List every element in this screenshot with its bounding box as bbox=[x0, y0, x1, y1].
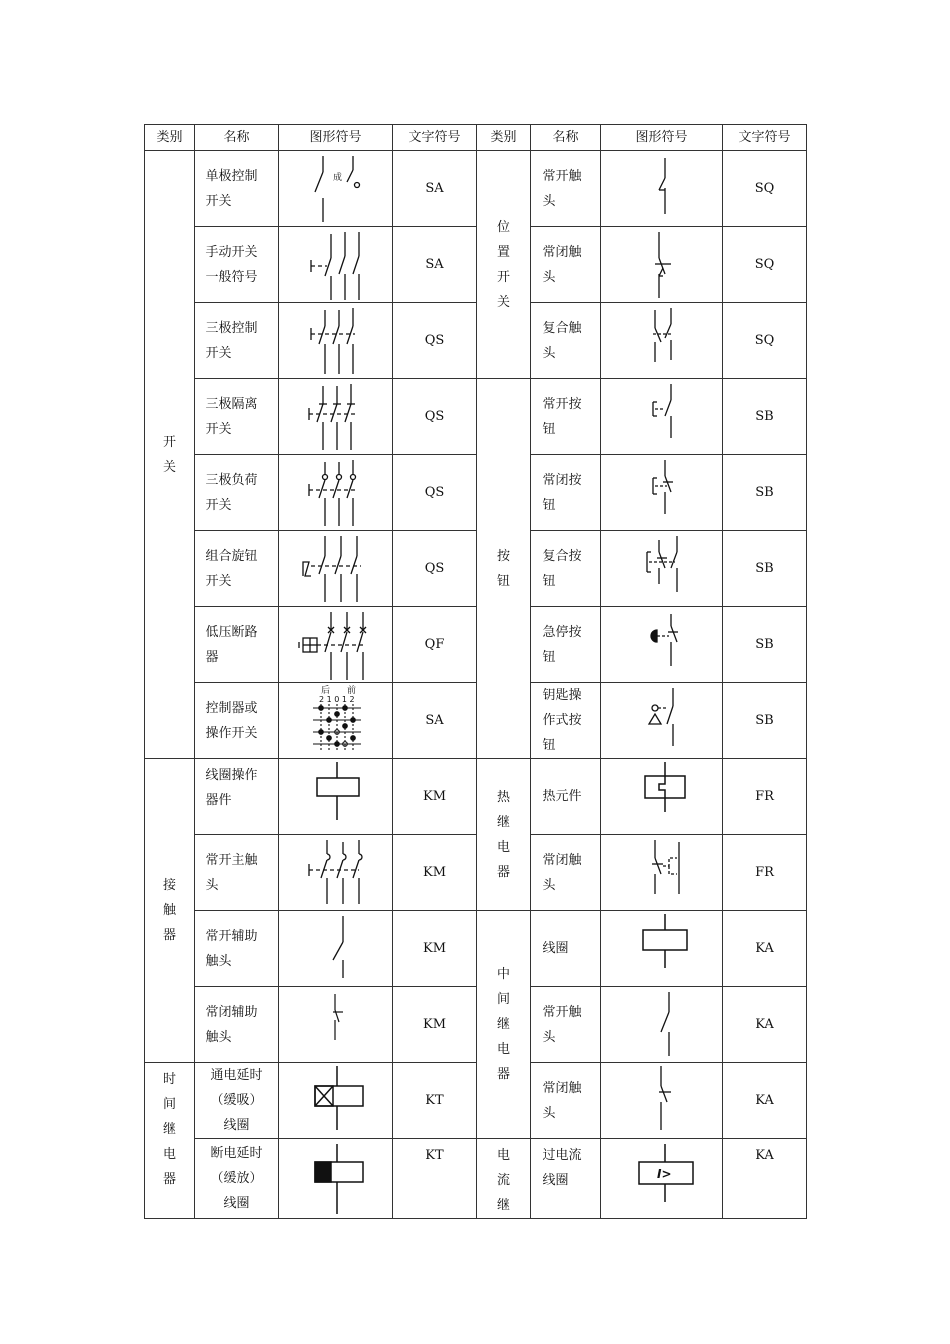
item-name bbox=[531, 683, 601, 759]
overcurrent-coil-symbol bbox=[603, 1142, 721, 1216]
category-label bbox=[477, 215, 530, 315]
item-name-text: 三极负荷开关 bbox=[205, 472, 258, 513]
table-row bbox=[145, 1063, 807, 1139]
item-name-text: 常开主触头 bbox=[205, 852, 258, 893]
item-code: QS bbox=[393, 455, 477, 531]
symbol-cell bbox=[279, 987, 393, 1063]
table-row bbox=[145, 1139, 807, 1219]
symbol-cell bbox=[601, 531, 723, 607]
symbol-label: 前 bbox=[346, 685, 356, 696]
relay-contact-no-symbol bbox=[603, 988, 721, 1062]
category-char: 继 bbox=[496, 1198, 510, 1213]
item-name bbox=[531, 911, 601, 987]
symbol-table bbox=[144, 124, 807, 1219]
symbol-cell bbox=[279, 227, 393, 303]
item-code: SB bbox=[723, 607, 807, 683]
header-cell: 类别 bbox=[145, 125, 195, 151]
symbol-cell bbox=[601, 151, 723, 227]
symbol-cell bbox=[601, 455, 723, 531]
item-name bbox=[195, 607, 279, 683]
table-row bbox=[145, 151, 807, 227]
header-cell: 类别 bbox=[477, 125, 531, 151]
item-code: KA bbox=[723, 987, 807, 1063]
item-name-text: 手动开关一般符号 bbox=[205, 244, 258, 285]
category-char: 电 bbox=[496, 839, 510, 855]
item-code: KM bbox=[393, 987, 477, 1063]
item-name bbox=[195, 911, 279, 987]
emergency-stop-button-symbol bbox=[603, 608, 721, 682]
item-name-text: 复合触头 bbox=[542, 320, 582, 361]
category-time-relay bbox=[145, 1063, 195, 1219]
symbol-cell bbox=[279, 835, 393, 911]
table-row bbox=[145, 379, 807, 455]
symbol-label: 2 1 0 1 2 bbox=[318, 694, 355, 704]
thermal-element-symbol bbox=[603, 760, 721, 834]
category-char: 继 bbox=[162, 1122, 176, 1137]
item-name bbox=[195, 1139, 279, 1219]
category-char: 置 bbox=[496, 244, 510, 260]
category-char: 器 bbox=[162, 1172, 176, 1187]
item-name-text: 常闭触头 bbox=[542, 1080, 582, 1121]
symbol-cell bbox=[279, 683, 393, 759]
header-cell: 图形符号 bbox=[601, 125, 723, 151]
header-cell: 文字符号 bbox=[723, 125, 807, 151]
category-char: 器 bbox=[162, 928, 176, 943]
header-row bbox=[145, 125, 807, 151]
item-name bbox=[531, 303, 601, 379]
category-char: 关 bbox=[496, 294, 510, 310]
item-name-text: 常闭按钮 bbox=[542, 472, 582, 513]
category-char: 时 bbox=[162, 1072, 176, 1087]
header-cell: 文字符号 bbox=[393, 125, 477, 151]
rotary-switch-symbol bbox=[281, 532, 391, 606]
category-char: 继 bbox=[496, 1017, 510, 1032]
controller-switch-symbol bbox=[281, 684, 391, 758]
symbol-cell bbox=[279, 911, 393, 987]
limit-switch-no-symbol bbox=[603, 152, 721, 226]
symbol-cell bbox=[279, 531, 393, 607]
category-char: 开 bbox=[496, 269, 510, 285]
item-code: QS bbox=[393, 303, 477, 379]
category-char: 器 bbox=[496, 864, 510, 880]
relay-contact-nc-symbol bbox=[603, 1064, 721, 1138]
item-code: QS bbox=[393, 379, 477, 455]
item-name-text: 复合按钮 bbox=[542, 548, 582, 589]
category-char: 开 bbox=[162, 434, 176, 450]
category-char: 接 bbox=[162, 878, 176, 893]
aux-contact-no-symbol bbox=[281, 912, 391, 986]
on-delay-coil-symbol bbox=[281, 1064, 391, 1138]
item-name-text: 常开触头 bbox=[542, 168, 582, 209]
push-button-no-symbol bbox=[603, 380, 721, 454]
item-name bbox=[195, 455, 279, 531]
item-code: SA bbox=[393, 683, 477, 759]
three-pole-isolator-symbol bbox=[281, 380, 391, 454]
header-cell: 名称 bbox=[195, 125, 279, 151]
item-code: KM bbox=[393, 835, 477, 911]
item-name-text: 三极控制开关 bbox=[205, 320, 258, 361]
category-char: 电 bbox=[496, 1148, 510, 1163]
category-char: 按 bbox=[496, 548, 510, 564]
item-name-text: 常开辅助触头 bbox=[205, 928, 258, 969]
item-code: SQ bbox=[723, 227, 807, 303]
category-label bbox=[477, 785, 530, 885]
item-name-text: 常开触头 bbox=[542, 1004, 582, 1045]
category-char: 触 bbox=[162, 903, 176, 918]
category-contactor bbox=[145, 759, 195, 1063]
item-name-text: 组合旋钮开关 bbox=[205, 548, 258, 589]
item-code: SQ bbox=[723, 303, 807, 379]
item-name-text: 单极控制开关 bbox=[205, 168, 258, 209]
aux-contact-nc-symbol bbox=[281, 988, 391, 1062]
symbol-cell bbox=[279, 1063, 393, 1139]
item-code: KT bbox=[393, 1063, 477, 1139]
symbol-cell bbox=[279, 303, 393, 379]
category-char: 位 bbox=[496, 219, 510, 235]
category-label bbox=[477, 962, 530, 1087]
item-code: FR bbox=[723, 759, 807, 835]
category-char: 关 bbox=[162, 459, 176, 475]
item-name-text: 急停按钮 bbox=[542, 624, 582, 665]
item-name bbox=[531, 759, 601, 835]
symbol-cell bbox=[279, 151, 393, 227]
category-thermal-relay bbox=[477, 759, 531, 911]
item-name bbox=[531, 531, 601, 607]
category-char: 间 bbox=[162, 1097, 176, 1112]
item-code: SA bbox=[393, 151, 477, 227]
item-code: QF bbox=[393, 607, 477, 683]
symbol-cell bbox=[601, 227, 723, 303]
item-name bbox=[531, 987, 601, 1063]
item-code: FR bbox=[723, 835, 807, 911]
item-name-text: 控制器或操作开关 bbox=[205, 700, 258, 741]
symbol-cell bbox=[601, 759, 723, 835]
main-contact-no-symbol bbox=[281, 836, 391, 910]
symbol-label: 后 bbox=[320, 685, 330, 696]
item-name-text: 常闭辅助触头 bbox=[205, 1004, 258, 1045]
item-name-text: 钥匙操作式按钮 bbox=[542, 688, 582, 753]
item-name bbox=[531, 379, 601, 455]
item-name bbox=[531, 1139, 601, 1219]
limit-switch-composite-symbol bbox=[603, 304, 721, 378]
category-current-relay bbox=[477, 1139, 531, 1219]
symbol-cell bbox=[601, 683, 723, 759]
symbol-cell bbox=[279, 1139, 393, 1219]
category-char: 器 bbox=[496, 1067, 510, 1082]
symbol-label: I> bbox=[656, 1166, 672, 1181]
item-code: SA bbox=[393, 227, 477, 303]
item-code: KM bbox=[393, 759, 477, 835]
category-label bbox=[477, 1143, 530, 1218]
symbol-cell bbox=[601, 379, 723, 455]
category-char: 热 bbox=[496, 789, 510, 805]
category-position-switch bbox=[477, 151, 531, 379]
table-row bbox=[145, 911, 807, 987]
item-name-text: 常闭触头 bbox=[542, 852, 582, 893]
item-name-text: 过电流线圈 bbox=[542, 1148, 582, 1188]
category-char: 电 bbox=[162, 1147, 176, 1162]
category-button bbox=[477, 379, 531, 759]
item-code: SB bbox=[723, 379, 807, 455]
table-row bbox=[145, 303, 807, 379]
item-name bbox=[195, 835, 279, 911]
item-name-text: 线圈操作器件 bbox=[205, 768, 258, 808]
symbol-cell bbox=[279, 759, 393, 835]
item-name-text: 低压断路器 bbox=[205, 624, 258, 665]
item-name bbox=[195, 1063, 279, 1139]
category-char: 流 bbox=[496, 1173, 510, 1188]
symbol-cell bbox=[601, 987, 723, 1063]
manual-switch-symbol bbox=[281, 228, 391, 302]
limit-switch-nc-symbol bbox=[603, 228, 721, 302]
symbol-cell bbox=[601, 835, 723, 911]
item-name-text: 常开按钮 bbox=[542, 396, 582, 437]
table-row bbox=[145, 759, 807, 835]
item-name-text: 常闭触头 bbox=[542, 244, 582, 285]
single-pole-switch-symbol bbox=[281, 152, 391, 226]
circuit-breaker-symbol bbox=[281, 608, 391, 682]
item-name bbox=[531, 607, 601, 683]
item-name-text: 断电延时（缓放）线圈 bbox=[210, 1146, 263, 1211]
category-char: 继 bbox=[496, 814, 510, 830]
header-cell: 名称 bbox=[531, 125, 601, 151]
symbol-cell bbox=[279, 455, 393, 531]
item-code: SQ bbox=[723, 151, 807, 227]
item-name bbox=[195, 759, 279, 835]
category-intermediate-relay bbox=[477, 911, 531, 1139]
item-name-text: 通电延时（缓吸）线圈 bbox=[210, 1068, 263, 1133]
item-name-text: 三极隔离开关 bbox=[205, 396, 258, 437]
symbol-cell bbox=[601, 1139, 723, 1219]
coil-symbol bbox=[281, 760, 391, 834]
push-button-composite-symbol bbox=[603, 532, 721, 606]
table-row bbox=[145, 531, 807, 607]
item-name bbox=[195, 379, 279, 455]
category-label bbox=[145, 873, 194, 948]
symbol-cell bbox=[279, 607, 393, 683]
item-name bbox=[531, 1063, 601, 1139]
item-code: KA bbox=[723, 1139, 807, 1219]
item-name bbox=[195, 683, 279, 759]
item-name bbox=[195, 227, 279, 303]
table-row bbox=[145, 607, 807, 683]
header-cell: 图形符号 bbox=[279, 125, 393, 151]
category-label bbox=[477, 544, 530, 594]
three-pole-load-switch-symbol bbox=[281, 456, 391, 530]
item-code: SB bbox=[723, 531, 807, 607]
three-pole-control-switch-symbol bbox=[281, 304, 391, 378]
table-row bbox=[145, 987, 807, 1063]
category-char: 电 bbox=[496, 1042, 510, 1057]
symbol-cell bbox=[601, 607, 723, 683]
symbol-label: 成 bbox=[332, 172, 342, 183]
item-code: KA bbox=[723, 911, 807, 987]
table-row bbox=[145, 455, 807, 531]
symbol-cell bbox=[601, 911, 723, 987]
item-name-text: 热元件 bbox=[542, 789, 582, 804]
category-char: 中 bbox=[496, 967, 510, 982]
off-delay-coil-symbol bbox=[281, 1142, 391, 1216]
table-row bbox=[145, 835, 807, 911]
item-code: KA bbox=[723, 1063, 807, 1139]
category-switch bbox=[145, 151, 195, 759]
category-label bbox=[145, 1067, 194, 1192]
item-name bbox=[531, 227, 601, 303]
item-code: QS bbox=[393, 531, 477, 607]
category-label bbox=[145, 430, 194, 480]
symbol-cell bbox=[601, 303, 723, 379]
item-code: SB bbox=[723, 455, 807, 531]
category-char: 钮 bbox=[496, 573, 510, 589]
item-name-text: 线圈 bbox=[542, 941, 569, 956]
item-code: SB bbox=[723, 683, 807, 759]
item-name bbox=[531, 455, 601, 531]
thermal-nc-contact-symbol bbox=[603, 836, 721, 910]
symbol-cell bbox=[601, 1063, 723, 1139]
table-row bbox=[145, 683, 807, 759]
push-button-nc-symbol bbox=[603, 456, 721, 530]
item-name bbox=[531, 151, 601, 227]
item-name bbox=[531, 835, 601, 911]
item-name bbox=[195, 151, 279, 227]
key-operated-button-symbol bbox=[603, 684, 721, 758]
item-name bbox=[195, 987, 279, 1063]
symbol-cell bbox=[279, 379, 393, 455]
item-code: KM bbox=[393, 911, 477, 987]
item-name bbox=[195, 303, 279, 379]
item-name bbox=[195, 531, 279, 607]
category-char: 间 bbox=[496, 992, 510, 1007]
item-code: KT bbox=[393, 1139, 477, 1219]
table-row bbox=[145, 227, 807, 303]
relay-coil-symbol bbox=[603, 912, 721, 986]
